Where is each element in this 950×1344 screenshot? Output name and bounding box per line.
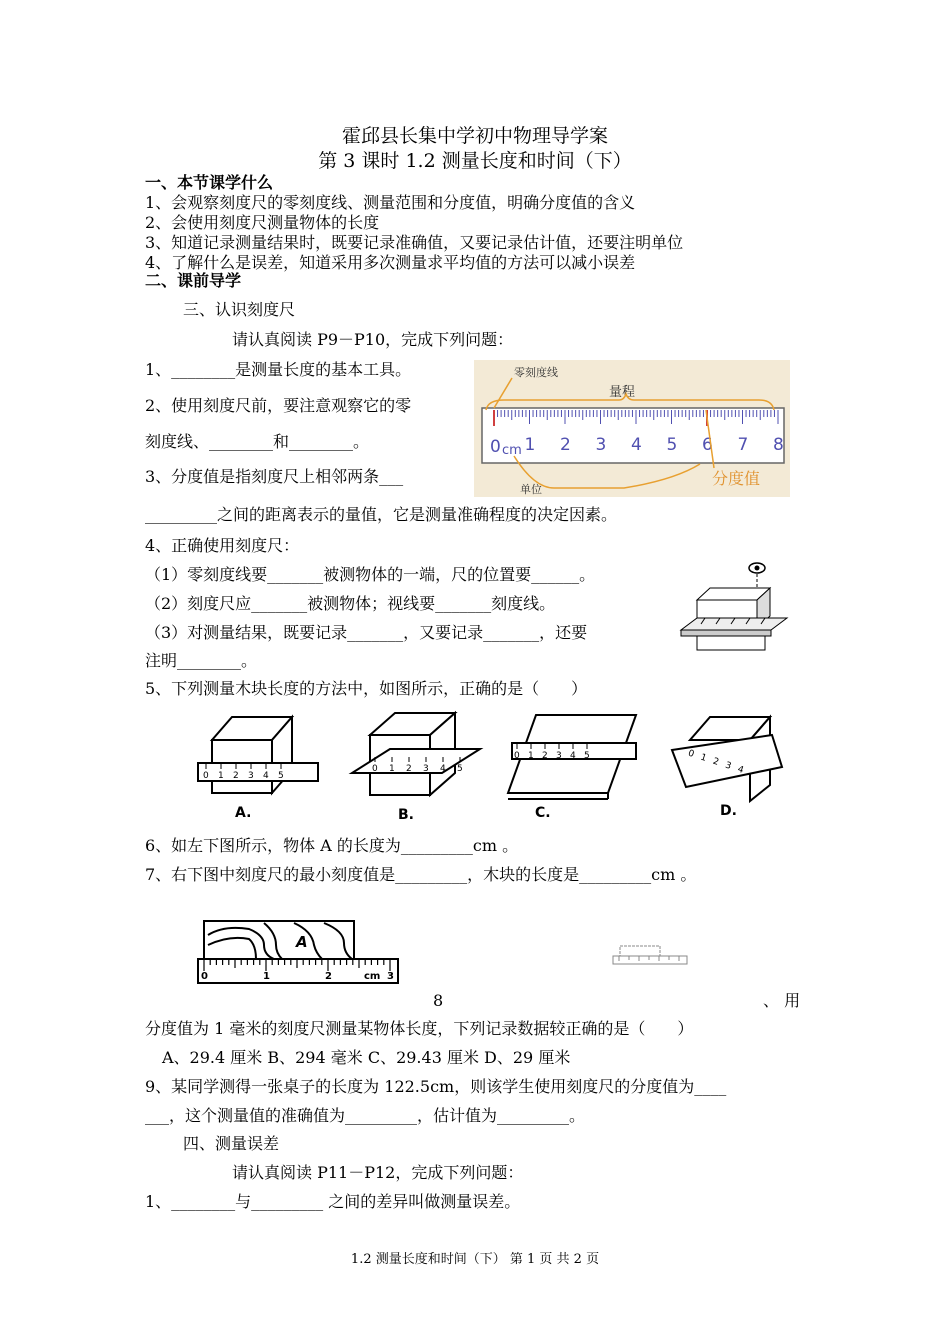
ruler-number: 4 <box>631 435 642 455</box>
part4-question-1: 1、________与_________ 之间的差异叫做测量误差。 <box>145 1192 521 1211</box>
question-4-3a: （3）对测量结果，既要记录_______，又要记录_______，还要 <box>145 623 588 642</box>
option-ruler-number: 2 <box>406 764 412 774</box>
option-ruler-number: 4 <box>440 764 446 774</box>
question-3b: _________之间的距离表示的量值，它是测量准确程度的决定因素。 <box>145 505 618 524</box>
option-a-label: A. <box>235 805 252 821</box>
section-heading-2: 二、课前导学 <box>145 271 242 290</box>
ruler-number: 8 <box>773 435 784 455</box>
goal-item: 4、了解什么是误差，知道采用多次测量求平均值的方法可以减小误差 <box>145 253 636 272</box>
option-ruler-number: 0 <box>514 751 520 761</box>
object-a-label: A <box>296 933 308 951</box>
option-ruler-number: 1 <box>699 752 708 764</box>
cm-ruler-unit: cm <box>364 971 381 982</box>
ruler-edge <box>681 630 771 636</box>
question-7: 7、右下图中刻度尺的最小刻度值是_________，木块的长度是_________cm 。 <box>145 865 697 884</box>
correct-reading-figure <box>675 556 795 656</box>
page-footer: 1.2 测量长度和时间（下） 第 1 页 共 2 页 <box>350 1252 600 1267</box>
cm-ruler-number: 1 <box>263 971 270 982</box>
option-ruler-number: 4 <box>736 764 745 776</box>
option-ruler-number: 4 <box>570 751 576 761</box>
measuring-options-figure <box>180 705 800 830</box>
unit-label: 单位 <box>520 483 542 496</box>
question-8: 分度值为 1 毫米的刻度尺测量某物体长度，下列记录数据较正确的是（ ） <box>145 1019 694 1038</box>
cm-ruler-number: 2 <box>325 971 332 982</box>
option-ruler-number: 3 <box>423 764 429 774</box>
question-8-options: A、29.4 厘米 B、294 毫米 C、29.43 厘米 D、29 厘米 <box>162 1048 571 1067</box>
option-ruler-number: 2 <box>233 771 239 781</box>
goal-item: 3、知道记录测量结果时，既要记录准确值，又要记录估计值，还要注明单位 <box>145 233 684 252</box>
question-1: 1、________是测量长度的基本工具。 <box>145 360 412 379</box>
ruler-number: 2 <box>560 435 571 455</box>
ruler-zero: 0 <box>490 437 501 457</box>
option-b-label: B. <box>398 807 414 823</box>
ruler-unit: cm <box>502 443 522 458</box>
question-4-1: （1）零刻度线要_______被测物体的一端，尺的位置要______。 <box>145 565 596 584</box>
option-a-figure <box>198 717 318 821</box>
ruler-diagram <box>474 360 790 497</box>
ruler-number: 3 <box>595 435 607 455</box>
question-2a: 2、使用刻度尺前，要注意观察它的零 <box>145 396 412 415</box>
option-ruler-number: 0 <box>686 748 696 760</box>
lesson-title: 第 3 课时 1.2 测量长度和时间（下） <box>318 150 632 172</box>
question-6: 6、如左下图所示，物体 A 的长度为_________cm 。 <box>145 836 519 855</box>
school-title: 霍邱县长集中学初中物理导学案 <box>341 125 608 147</box>
eye-pupil <box>755 566 760 571</box>
division-value-label: 分度值 <box>712 469 761 488</box>
question-4: 4、正确使用刻度尺： <box>145 536 300 555</box>
question-8-tail: 、 用 <box>763 991 801 1010</box>
question-4-3b: 注明________。 <box>145 651 258 670</box>
option-ruler-number: 3 <box>248 771 254 781</box>
question-4-2: （2）刻度尺应_______被测物体；视线要_______刻度线。 <box>145 594 556 613</box>
option-c-figure <box>508 715 636 821</box>
ruler-number: 6 <box>702 435 713 455</box>
option-ruler-number: 5 <box>278 771 284 781</box>
option-d-label: D. <box>720 803 737 819</box>
part-heading-4: 四、测量误差 <box>183 1134 280 1153</box>
question-9a: 9、某同学测得一张桌子的长度为 122.5cm，则该学生使用刻度尺的分度值为____ <box>145 1077 727 1096</box>
ruler-number: 5 <box>666 435 678 455</box>
option-ruler-number: 1 <box>218 771 224 781</box>
option-ruler-number: 0 <box>372 764 378 774</box>
option-ruler-number: 1 <box>528 751 534 761</box>
cm-ruler-number: 0 <box>201 971 208 982</box>
option-ruler-number: 3 <box>723 760 733 772</box>
question-2b: 刻度线、________和________。 <box>145 432 370 451</box>
goal-item: 1、会观察刻度尺的零刻度线、测量范围和分度值，明确分度值的含义 <box>145 193 636 212</box>
part-heading-3: 三、认识刻度尺 <box>183 300 296 319</box>
option-ruler-number: 5 <box>584 751 590 761</box>
question-3a: 3、分度值是指刻度尺上相邻两条___ <box>145 467 404 486</box>
question-9b: ___，这个测量值的准确值为_________，估计值为_________。 <box>145 1106 586 1125</box>
option-ruler-number: 3 <box>556 751 562 761</box>
option-ruler-number: 0 <box>203 771 209 781</box>
option-ruler-number: 1 <box>389 764 395 774</box>
option-d-figure <box>672 717 782 819</box>
option-ruler-number: 2 <box>542 751 548 761</box>
section-heading-1: 一、本节课学什么 <box>145 173 274 192</box>
base-block <box>697 636 765 650</box>
option-ruler-number: 2 <box>711 756 720 768</box>
option-b-figure <box>352 713 480 823</box>
question-8-number: 8 <box>433 991 444 1010</box>
option-ruler-number: 4 <box>263 771 269 781</box>
object-a-figure <box>194 915 404 987</box>
option-ruler-number: 5 <box>457 764 463 774</box>
block-ruler-small-figure <box>605 942 690 970</box>
reading-instruction: 请认真阅读 P9－P10，完成下列问题： <box>232 330 514 349</box>
goal-item: 2、会使用刻度尺测量物体的长度 <box>145 213 380 232</box>
cm-ruler-number: 3 <box>387 971 394 982</box>
range-label: 量程 <box>609 385 636 400</box>
ruler-number: 1 <box>524 435 536 455</box>
option-c-label: C. <box>535 805 551 821</box>
ruler-number: 7 <box>737 435 749 455</box>
question-5: 5、下列测量木块长度的方法中，如图所示，正确的是（ ） <box>145 679 588 698</box>
reading-instruction-2: 请认真阅读 P11－P12，完成下列问题： <box>232 1163 524 1182</box>
zero-line-label: 零刻度线 <box>514 366 558 379</box>
